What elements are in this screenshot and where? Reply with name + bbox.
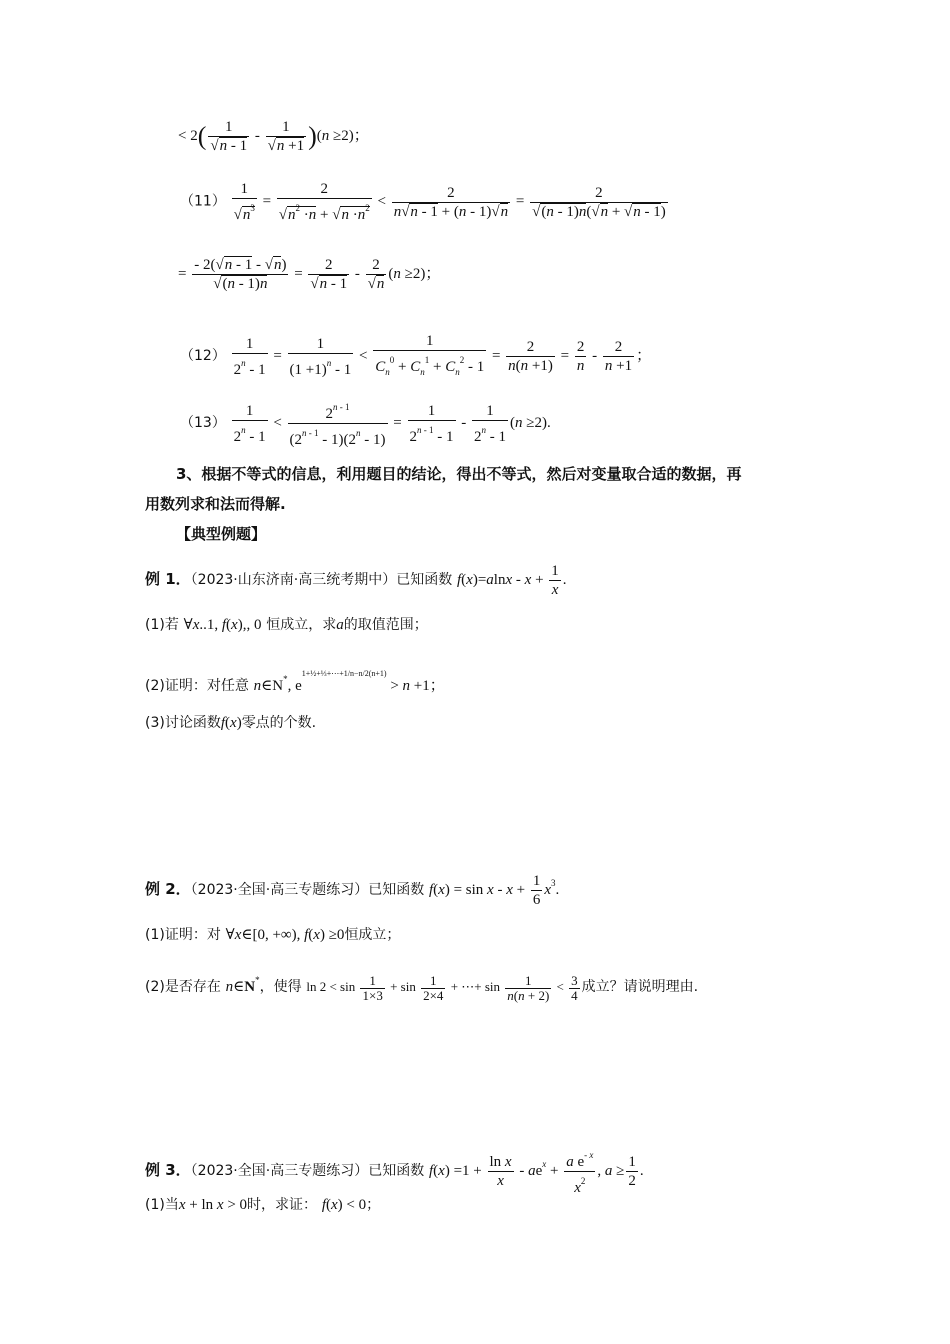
item-number-13: （13） bbox=[180, 414, 226, 431]
formula-11: （11） 1 √ $n^3$ = 2 √ $n^2 \cdot n$ + √ $n \cdot n^2$ < $\frac{2}{n√ n - 1 + (n - 1)√ n}$ = 2 √ (n - 1)n(√ n + √ n - 1) bbox=[180, 180, 670, 224]
formula-11-cont: = - 2(√ n - 1 - √ n) √ (n - 1)n = 2 √ n - 1 - 2 √ n (n ≥2)； bbox=[178, 256, 440, 293]
formula-12: （12） $\frac{1}{2^n - 1}$ = $\frac{1}{(1 +1)^n - 1}$ < $\frac{1}{C_n^0 + C_n^1 + C_n^2 - 1}$ = $\frac{2}{n(n +1)}$ = $\frac{2}{n}$ - $\frac{2}{n +1}$ ； bbox=[180, 332, 651, 381]
section-3-heading: 3、根据不等式的信息，利用题目的结论，得出不等式，然后对变量取合适的数据，再 bbox=[176, 465, 742, 483]
example-1-part-2: (2)证明：对任意 n∈N*, $e^{1+\frac{1}{2}+\frac{1}{3}+\cdots+1/n-n/2(n+1)} > n +1$； bbox=[145, 669, 445, 694]
example-1-label: 例 1． bbox=[145, 569, 191, 588]
section-3-heading-cont: 用数列求和法而得解. bbox=[145, 495, 286, 513]
example-3-part-1: (1)当x + ln x > 0时，求证： f(x) < 0； bbox=[145, 1197, 381, 1213]
example-3-statement: 例 3．（2023·全国·高三专题练习）已知函数 f(x) =1 + $\frac{\text{ln x}}{x}$ - $ae^x$ + $\frac{a e^{- x}}{x^2}$ , a ≥ $\frac{1}{2}$ . bbox=[145, 1150, 644, 1196]
example-2-part-1: (1)证明：对 ∀x∈[0, +∞), f(x) ≥0恒成立； bbox=[145, 927, 401, 943]
example-2-label: 例 2． bbox=[145, 879, 191, 898]
example-1-part-1: (1)若 ∀x..1, f(x),, 0 恒成立，求a的取值范围； bbox=[145, 617, 428, 633]
examples-heading: 【典型例题】 bbox=[176, 525, 267, 543]
example-2-source: （2023·全国·高三专题练习）已知函数 bbox=[190, 881, 425, 898]
item-number-12: （12） bbox=[180, 347, 226, 364]
example-1-statement: 例 1．（2023·山东济南·高三统考期中）已知函数 f(x)=alnx - x + $\frac{1}{x}$ . bbox=[145, 563, 567, 598]
example-3-source: （2023·全国·高三专题练习）已知函数 bbox=[190, 1162, 425, 1179]
formula-10-tail: < 2( 1 √ n - 1 - 1 √ n +1 )(n ≥2)； bbox=[178, 118, 369, 155]
example-2-statement: 例 2．（2023·全国·高三专题练习）已知函数 f(x) = sin x - x + $\frac{1}{6}$ $x^3$. bbox=[145, 873, 560, 908]
example-1-part-3: (3)讨论函数f(x)零点的个数. bbox=[145, 715, 317, 731]
item-number-11: （11） bbox=[180, 193, 226, 210]
example-2-part-2: (2)是否存在 n∈N*，使得 ln 2 < sin $\frac{1}{1\times 3}$ + sin $\frac{1}{2\times 4}$ + ⋯+ sin $\frac{1}{n(n + 2)}$ < $\frac{3}{4}$ 成立？请说明理由. bbox=[145, 972, 699, 1003]
formula-13: （13） $\frac{1}{2^n - 1}$ < $\frac{2^{n - 1}}{(2^{n - 1} - 1)(2^n - 1)}$ = $\frac{1}{2^{n - 1} - 1}$ - $\frac{1}{2^n - 1}$ (n ≥2). bbox=[180, 402, 551, 448]
example-1-source: （2023·山东济南·高三统考期中）已知函数 bbox=[190, 571, 453, 588]
example-3-label: 例 3． bbox=[145, 1160, 191, 1179]
